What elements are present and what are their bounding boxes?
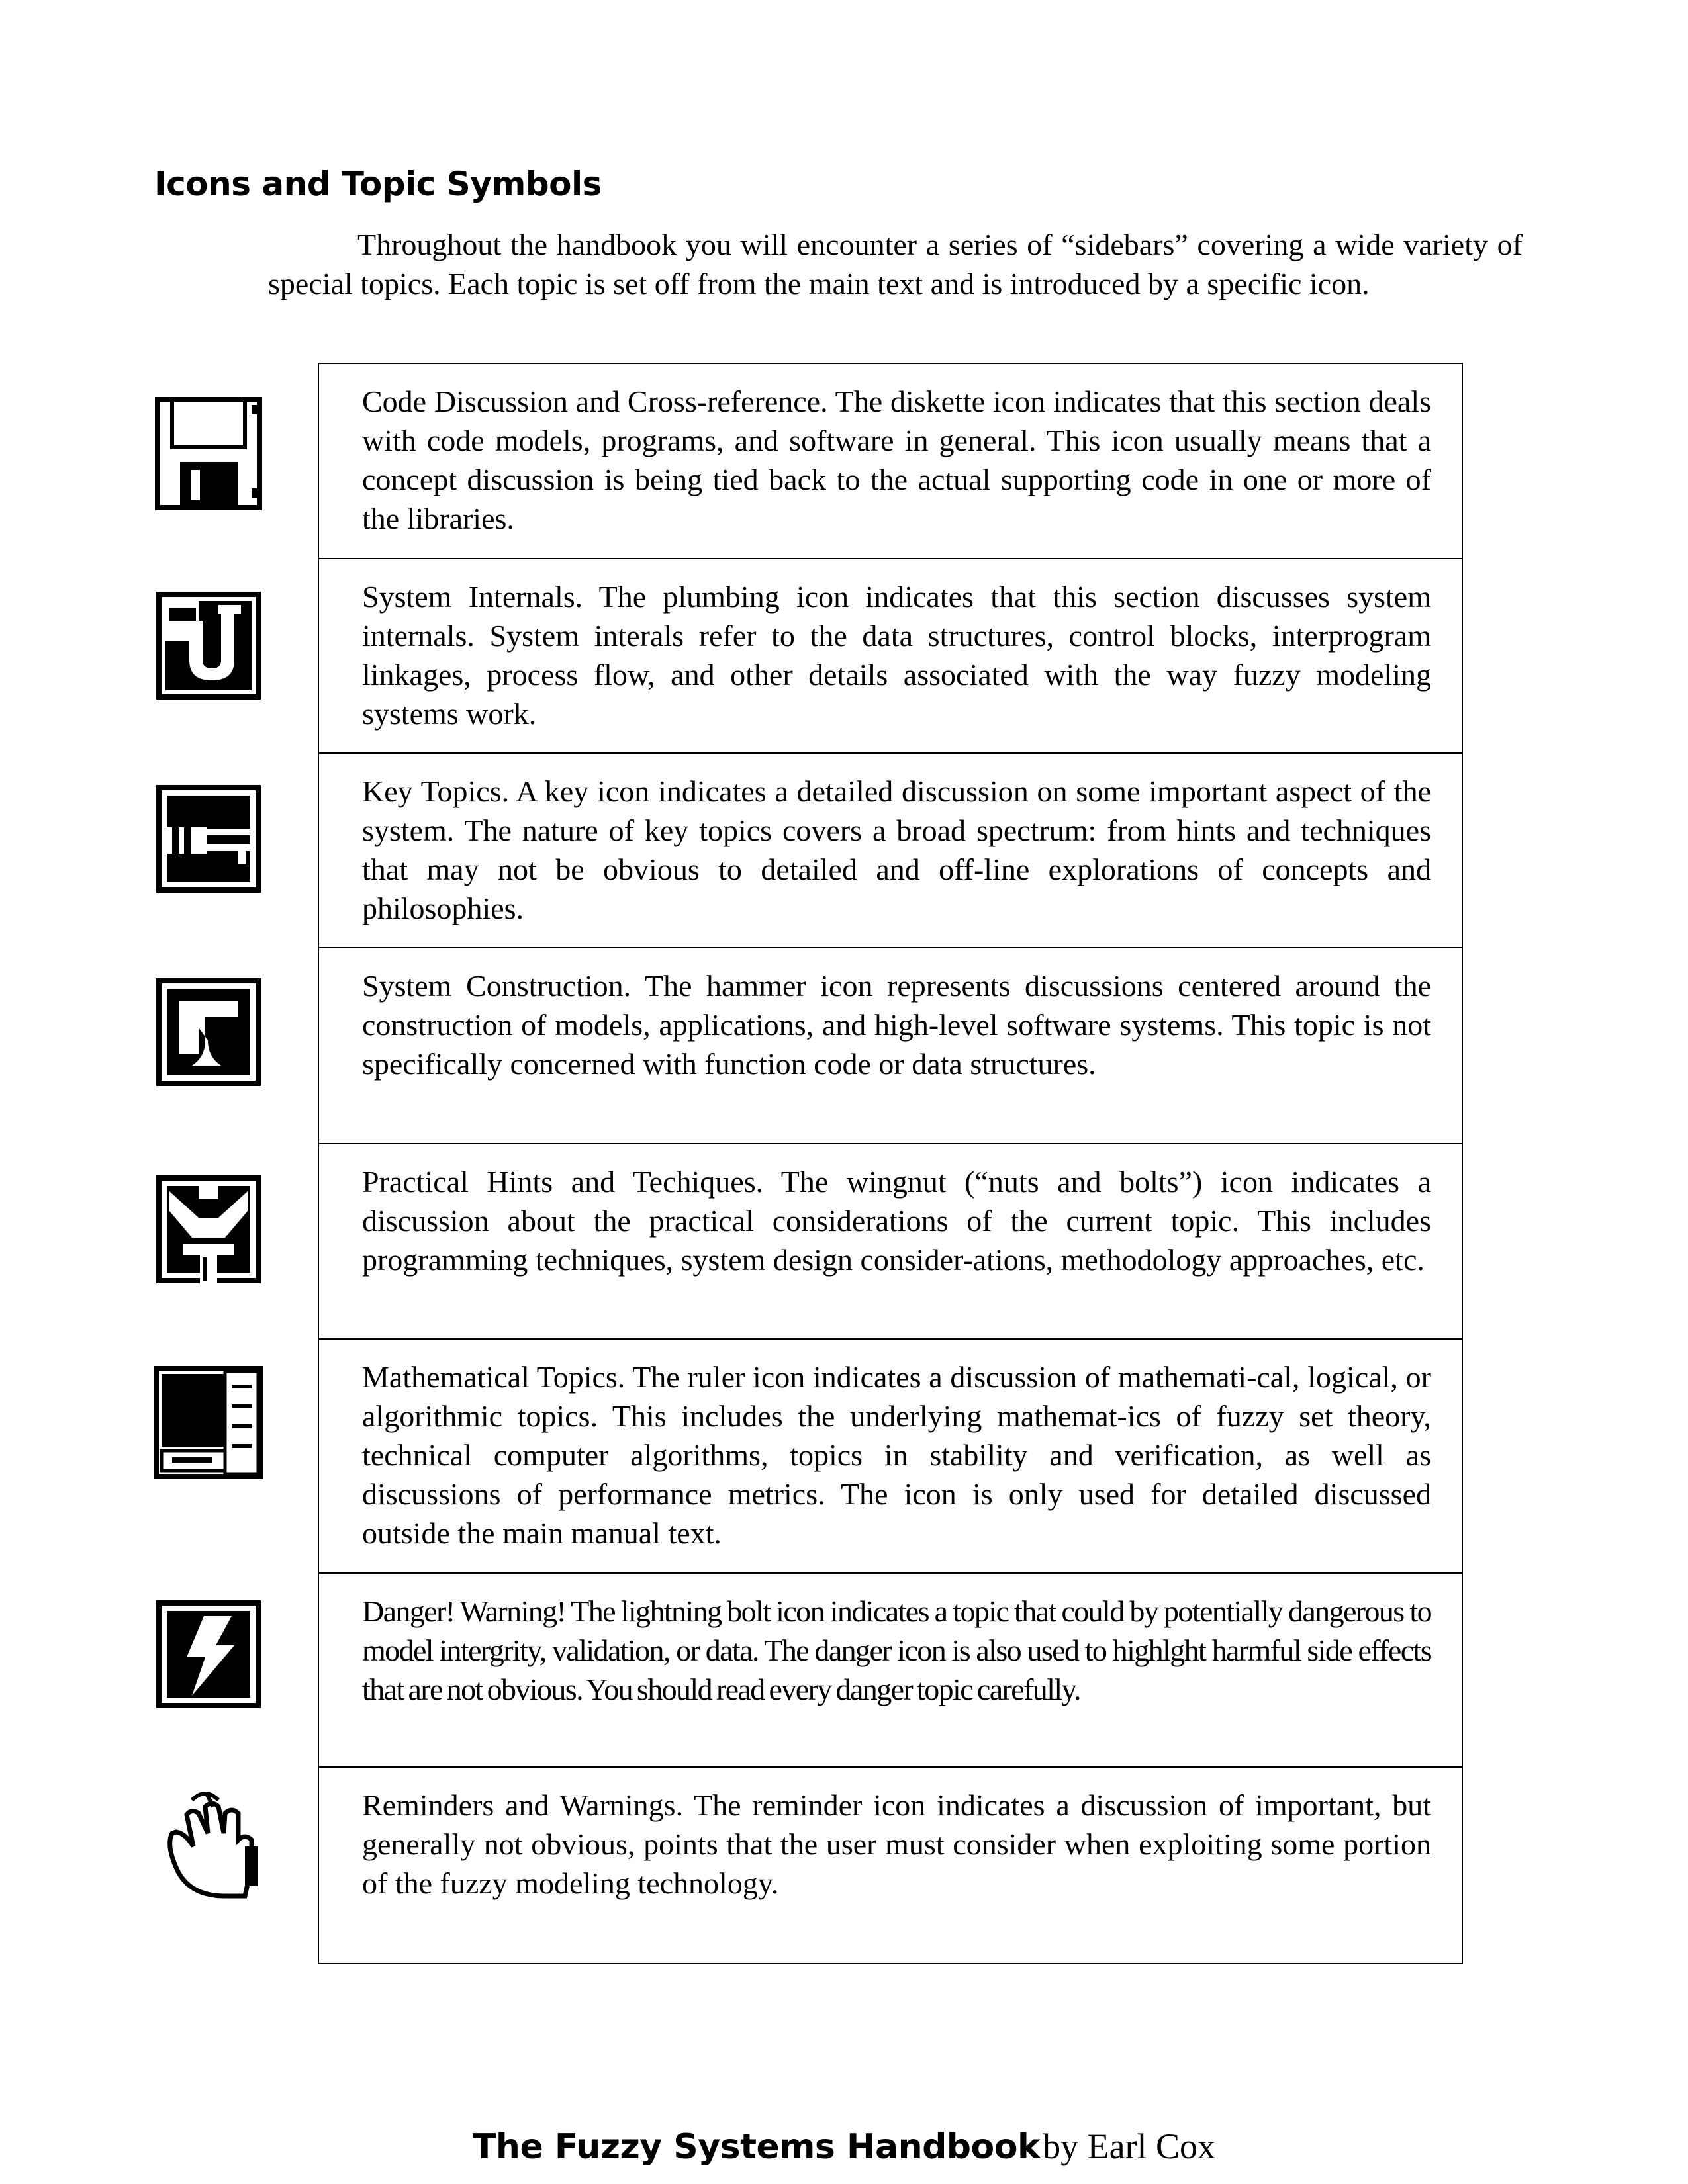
topic-text-mathematical-topics: Mathematical Topics. The ruler icon indicates a discussion of mathemati-cal, logical, or algorithmic topics. This includes the underlying mathemat-ics of fuzzy set theory, technical computer algorithms, topics in stability and verification, as well as discussions of performance metrics. The icon is only used for detailed discussed outside the main manual text. [362, 1360, 1431, 1550]
topic-text-reminders: Reminders and Warnings. The reminder icon indicates a discussion of important, but generally not obvious, points that the user must consider when exploiting some portion of the fuzzy modeling technology. [362, 1788, 1431, 1900]
topic-text-practical-hints: Practical Hints and Techiques. The wingnut (“nuts and bolts”) icon indicates a discussion about the practical considerations of the current topic. This includes programming techniques, system design consider-ations, methodology approaches, etc. [362, 1165, 1431, 1277]
diskette-icon [152, 396, 265, 512]
hammer-icon [152, 974, 265, 1090]
topic-row-danger-warning [319, 1574, 1462, 1768]
topic-text-system-internals: System Internals. The plumbing icon indicates that this section discusses system internals. System interals refer to the data structures, control blocks, interprogram linkages, process flow, and other details associated with the way fuzzy modeling systems work. [362, 580, 1431, 731]
topic-row-key-topics [319, 754, 1462, 948]
page-heading: Icons and Topic Symbols [154, 165, 602, 203]
plumbing-icon [152, 588, 265, 704]
reminder-hand-icon [152, 1787, 265, 1903]
topic-text-danger-warning: Danger! Warning! The lightning bolt icon indicates a topic that could by potentially dangerous to model intergrity, validation, or data. The danger icon is also used to highlght harmful side effects that are not obvious. You should read every danger topic carefully. [362, 1594, 1431, 1706]
topic-text-system-construction: System Construction. The hammer icon represents discussions centered around the construction of models, applications, and high-level software systems. This topic is not specifically concerned with function code or data structures. [362, 969, 1431, 1081]
footer-book-title: The Fuzzy Systems Handbook [472, 2127, 1041, 2167]
ruler-icon [152, 1365, 265, 1480]
topic-text-key-topics: Key Topics. A key icon indicates a detailed discussion on some important aspect of the system. The nature of key topics covers a broad spectrum: from hints and techniques that may not be obvious to detailed and off-line explorations of concepts and philosophies. [362, 774, 1431, 925]
topic-row-mathematical-topics [319, 1340, 1462, 1574]
footer-byline: by Earl Cox [1043, 2126, 1216, 2166]
topic-row-system-construction [319, 948, 1462, 1144]
lightning-bolt-icon [152, 1596, 265, 1712]
topic-row-code-discussion [319, 364, 1462, 559]
intro-paragraph: Throughout the handbook you will encounter a series of “sidebars” covering a wide variety of special topics. Each topic is set off from the main text and is introduced by a specific icon. [268, 228, 1523, 300]
topic-text-code-discussion: Code Discussion and Cross-reference. The diskette icon indicates that this section deals with code models, programs, and software in general. This icon usually means that a concept discussion is being tied back to the actual supporting code in one or more of the libraries. [362, 385, 1431, 535]
page-footer [0, 2126, 1688, 2167]
topics-table [318, 363, 1463, 1964]
wingnut-icon [152, 1171, 265, 1287]
topic-row-reminders [319, 1768, 1462, 1963]
topic-row-practical-hints [319, 1144, 1462, 1340]
topic-row-system-internals [319, 559, 1462, 754]
key-icon [152, 781, 265, 897]
